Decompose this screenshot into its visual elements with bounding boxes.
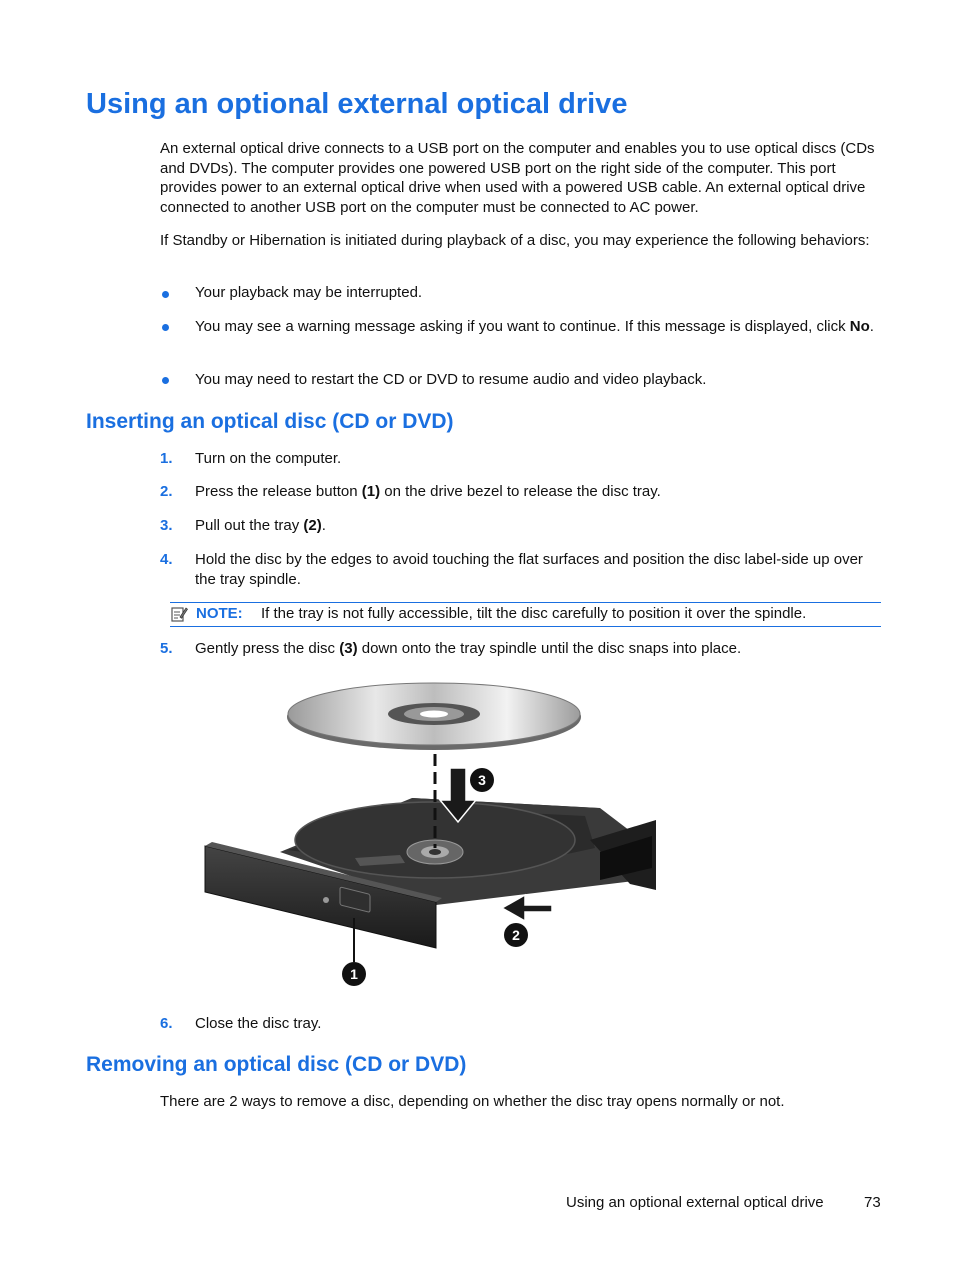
bullet-item: Your playback may be interrupted.	[195, 284, 423, 301]
step-number: 4.	[160, 551, 173, 568]
intro-paragraph: An external optical drive connects to a USB port on the computer and enables you to use optical discs (CDs and DVDs). The computer provides one powered USB port on the right side of the computer. This port provides power to an external optical drive when used with a powered USB cable. An external optical drive connected to another USB port on the computer must be connected to AC power.	[160, 140, 875, 216]
step-text: Close the disc tray.	[195, 1015, 322, 1032]
note-icon	[170, 605, 188, 623]
note-text: If the tray is not fully accessible, tilt the disc carefully to position it over the spindle.	[261, 605, 807, 622]
footer-title: Using an optional external optical drive	[566, 1194, 824, 1211]
remove-paragraph: There are 2 ways to remove a disc, depending on whether the disc tray opens normally or not.	[160, 1093, 785, 1110]
step-number: 2.	[160, 483, 173, 500]
callout-3	[470, 768, 494, 792]
optical-drive-illustration	[200, 680, 662, 990]
disc	[287, 683, 581, 750]
bullet-icon	[162, 377, 169, 384]
callout-2-label: 2	[512, 927, 520, 943]
step-text: Turn on the computer.	[195, 450, 342, 467]
bullet-item: You may need to restart the CD or DVD to resume audio and video playback.	[195, 371, 707, 388]
bullet-item: You may see a warning message asking if you want to continue. If this message is displayed, click No.	[195, 318, 874, 335]
arrow-left-icon	[502, 895, 552, 921]
step-text: Gently press the disc (3) down onto the tray spindle until the disc snaps into place.	[195, 640, 742, 657]
section-heading-insert: Inserting an optical disc (CD or DVD)	[86, 410, 454, 433]
step-text: Press the release button (1) on the drive bezel to release the disc tray.	[195, 483, 661, 500]
step-number: 5.	[160, 640, 173, 657]
page-title: Using an optional external optical drive	[86, 88, 628, 120]
callout-2	[504, 923, 528, 947]
page-number: 73	[864, 1194, 881, 1211]
drive-body	[205, 798, 656, 948]
note-label: NOTE:	[196, 605, 243, 622]
step-text: Pull out the tray (2).	[195, 517, 326, 534]
bullet-icon	[162, 291, 169, 298]
standby-paragraph: If Standby or Hibernation is initiated during playback of a disc, you may experience the following behaviors:	[160, 232, 870, 249]
section-heading-remove: Removing an optical disc (CD or DVD)	[86, 1053, 467, 1076]
step-number: 6.	[160, 1015, 173, 1032]
step-text: Hold the disc by the edges to avoid touching the flat surfaces and position the disc label-side up over the tray spindle.	[195, 551, 863, 588]
callout-3-label: 3	[478, 772, 486, 788]
step-number: 3.	[160, 517, 173, 534]
callout-1	[342, 962, 366, 986]
bullet-icon	[162, 324, 169, 331]
step-number: 1.	[160, 450, 173, 467]
callout-1-label: 1	[350, 966, 358, 982]
